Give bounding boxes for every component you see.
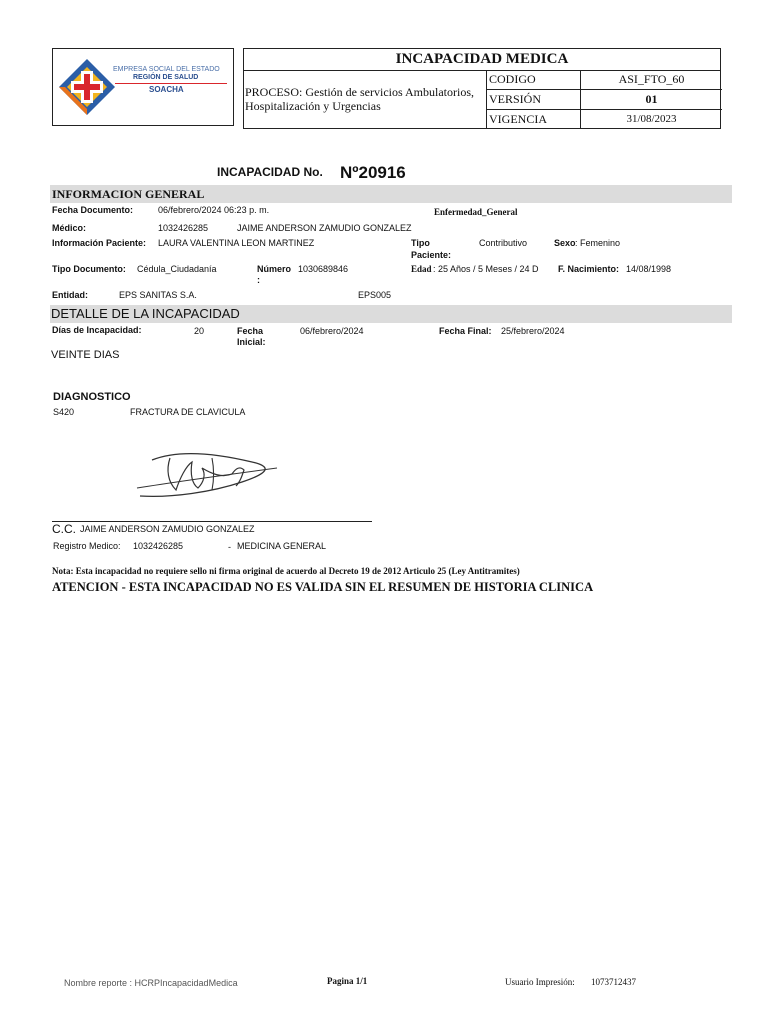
incapacidad-label: INCAPACIDAD No. [217,165,323,179]
tipo-documento-value: Cédula_Ciudadanía [137,264,217,274]
fecha-documento-label: Fecha Documento: [52,205,134,215]
tipo-paciente-label-1: Tipo [411,238,430,248]
dias-label: Días de Incapacidad: [52,325,142,335]
firma-name: JAIME ANDERSON ZAMUDIO GONZALEZ [80,524,255,534]
vigencia-value: 31/08/2023 [580,110,722,129]
fecha-inicial-label-2: Inicial: [237,337,266,347]
logo-line-3: SOACHA [149,85,184,94]
dias-texto: VEINTE DIAS [51,349,120,361]
signature-line [52,521,372,522]
fecha-final-label: Fecha Final: [439,326,492,336]
logo-divider [115,83,227,84]
numero-value: 1030689846 [298,264,349,274]
version-value: 01 [580,90,722,110]
section-title-general: INFORMACION GENERAL [52,187,205,201]
registro-value: 1032426285 [133,541,184,551]
hospital-cross-icon [57,57,117,117]
nota-text: Nota: Esta incapacidad no requiere sello ni firma original de acuerdo al Decreto 19 de 2012 Articulo 25 (Ley Antitramites) [52,566,520,576]
footer-user-value: 1073712437 [591,977,636,987]
paciente-name: LAURA VALENTINA LEON MARTINEZ [158,238,315,248]
edad-label: Edad [411,264,432,274]
numero-label-1: Número [257,264,292,274]
especialidad: MEDICINA GENERAL [237,541,327,551]
paciente-label: Información Paciente: [52,238,147,248]
medico-name: JAIME ANDERSON ZAMUDIO GONZALEZ [237,223,412,233]
tipo-documento-label: Tipo Documento: [52,264,126,274]
fecha-inicial-label-1: Fecha [237,326,264,336]
section-title-detalle: DETALLE DE LA INCAPACIDAD [51,306,240,321]
logo-box [52,48,234,126]
logo-line-2: REGIÓN DE SALUD [133,74,199,81]
nacimiento-label: F. Nacimiento: [558,264,620,274]
medico-id: 1032426285 [158,223,209,233]
codigo-value: ASI_FTO_60 [580,70,722,90]
footer-page: Pagina 1/1 [327,976,368,986]
fecha-documento-value: 06/febrero/2024 06:23 p. m. [158,205,270,215]
diagnostico-code: S420 [53,407,75,417]
codigo-label: CODIGO [486,70,580,90]
incapacidad-number: Nº20916 [340,163,406,182]
dias-value: 20 [194,326,205,336]
entidad-label: Entidad: [52,290,88,300]
footer-user-label: Usuario Impresión: [505,977,575,987]
registro-label: Registro Medico: [53,541,121,551]
process-text: PROCESO: Gestión de servicios Ambulatorios, Hospitalización y Urgencias [245,85,474,113]
title-box [243,48,721,129]
nacimiento-value: 14/08/1998 [626,264,672,274]
cc-label: C.C. [52,522,76,536]
medico-label: Médico: [52,223,87,233]
document-control-grid [486,70,722,129]
diagnostico-title: DIAGNOSTICO [53,391,131,403]
registro-dash: - [228,542,231,552]
sexo-value: : Femenino [575,238,621,248]
vigencia-label: VIGENCIA [486,110,580,129]
atencion-text: ATENCION - ESTA INCAPACIDAD NO ES VALIDA SIN EL RESUMEN DE HISTORIA CLINICA [52,580,594,594]
tipo-paciente-value: Contributivo [479,238,528,248]
tipo-paciente-label-2: Paciente: [411,250,452,260]
footer-report-name: Nombre reporte : HCRPIncapacidadMedica [64,978,238,988]
numero-label-2: : [257,275,260,285]
fecha-final-value: 25/febrero/2024 [501,326,565,336]
tipo-enfermedad: Enfermedad_General [434,207,518,217]
edad-value: : 25 Años / 5 Meses / 24 D [433,264,539,274]
document-title: INCAPACIDAD MEDICA [244,49,720,71]
entidad-value: EPS SANITAS S.A. [119,290,197,300]
entidad-code: EPS005 [358,290,392,300]
fecha-inicial-value: 06/febrero/2024 [300,326,364,336]
sexo-label: Sexo [554,238,576,248]
logo-line-1: EMPRESA SOCIAL DEL ESTADO [113,66,220,73]
doctor-signature-image [132,448,282,508]
diagnostico-description: FRACTURA DE CLAVICULA [130,407,246,417]
version-label: VERSIÓN [486,90,580,110]
